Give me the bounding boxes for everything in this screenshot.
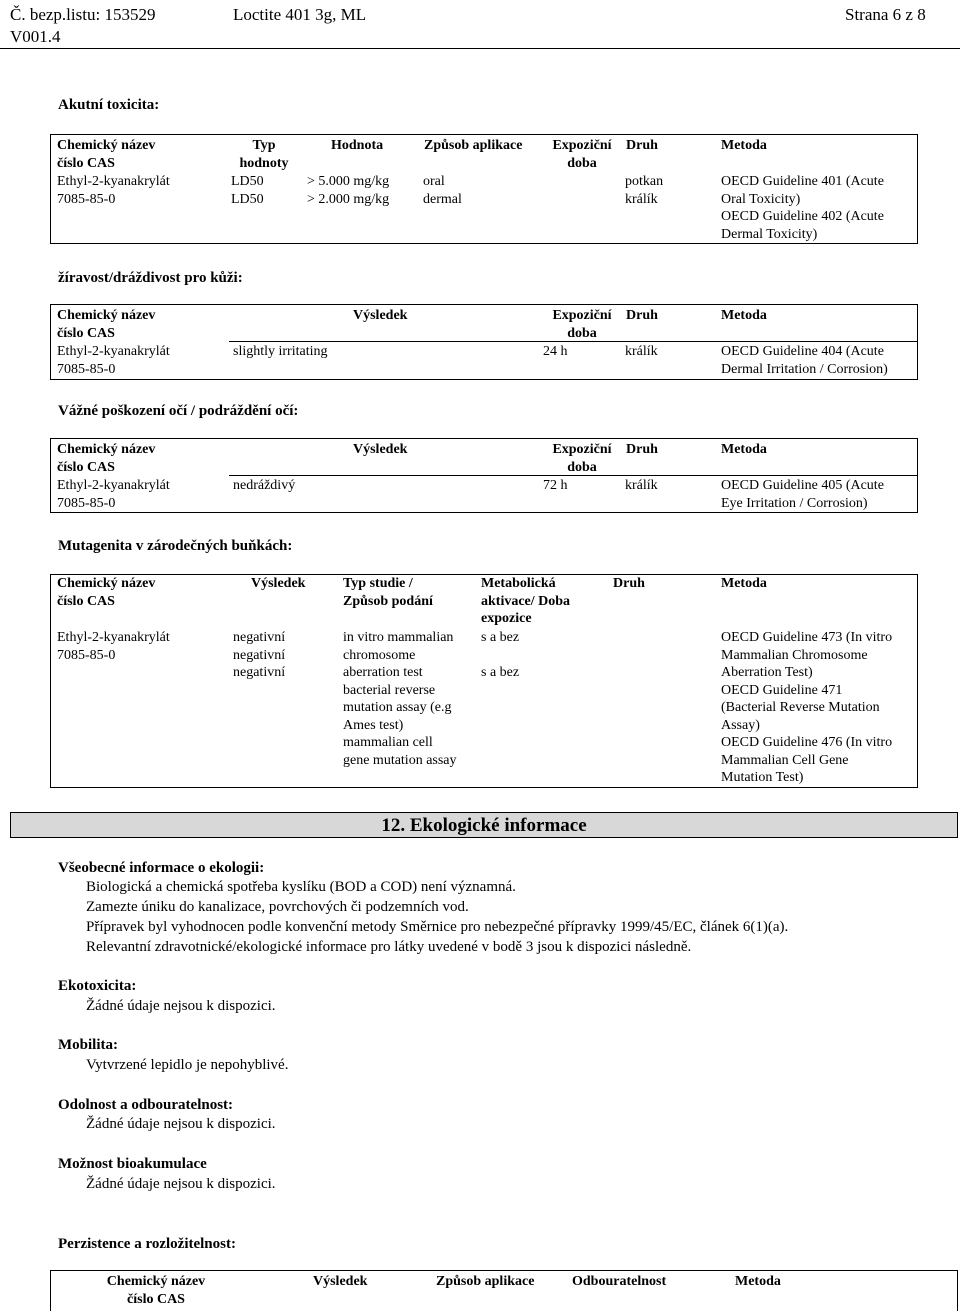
persistence-title: Odolnost a odbouratelnost: <box>58 1097 234 1113</box>
row-metabolic: s a bez s a bez <box>481 630 520 680</box>
header-result: Výsledek <box>251 576 306 591</box>
header-name: Chemický název číslo CAS <box>57 442 156 475</box>
header-method: Metoda <box>735 1274 781 1289</box>
row-result: nedráždivý <box>233 478 296 493</box>
product-name: Loctite 401 3g, ML <box>233 5 367 24</box>
header-result: Výsledek <box>353 442 408 457</box>
ecotoxicity-title: Ekotoxicita: <box>58 978 137 994</box>
header-exposure: Expoziční doba <box>552 308 612 341</box>
header-species: Druh <box>626 308 658 323</box>
mutagenicity-table <box>50 574 918 788</box>
row-method: OECD Guideline 404 (Acute Dermal Irritation / Corrosion) <box>721 344 888 377</box>
header-exposure: Expoziční doba <box>552 138 612 171</box>
header-name: Chemický název číslo CAS <box>57 576 156 609</box>
row-name: Ethyl-2-kyanakrylát 7085-85-0 <box>57 344 170 377</box>
eye-damage-table <box>50 438 918 513</box>
row-method: OECD Guideline 405 (Acute Eye Irritation / Corrosion) <box>721 478 884 511</box>
row-exposure: 72 h <box>543 478 568 493</box>
header-method: Metoda <box>721 308 767 323</box>
row-value: > 5.000 mg/kg > 2.000 mg/kg <box>307 174 390 207</box>
skin-corrosion-title: žíravost/dráždivost pro kůži: <box>58 270 243 286</box>
row-result: slightly irritating <box>233 344 328 359</box>
eye-damage-title: Vážné poškození očí / podráždění očí: <box>58 403 299 419</box>
row-species: potkan králík <box>625 174 664 207</box>
header-route: Způsob aplikace <box>436 1274 535 1289</box>
acute-toxicity-table <box>50 134 918 244</box>
ecotoxicity-text: Žádné údaje nejsou k dispozici. <box>86 998 276 1014</box>
header-name: Chemický název číslo CAS <box>57 138 156 171</box>
mobility-title: Mobilita: <box>58 1037 118 1053</box>
header-species: Druh <box>626 442 658 457</box>
row-result: negativní negativní negativní <box>233 630 286 680</box>
section-12-heading: 12. Ekologické informace <box>10 812 958 838</box>
ecology-general-title: Všeobecné informace o ekologii: <box>58 860 265 876</box>
ecology-line-2: Zamezte úniku do kanalizace, povrchových či podzemních vod. <box>86 899 469 915</box>
header-name: Chemický název číslo CAS <box>57 308 156 341</box>
header-result: Výsledek <box>353 308 408 323</box>
mutagenicity-title: Mutagenita v zárodečných buňkách: <box>58 538 293 554</box>
header-degradability: Odbouratelnost <box>572 1274 667 1289</box>
degradability-title: Perzistence a rozložitelnost: <box>58 1236 236 1252</box>
row-study: in vitro mammalian chromosome aberration test bacterial reverse mutation assay (e.g Ames test) mammalian cell gene mutation assay <box>343 630 457 768</box>
doc-number: Č. bezp.listu: 153529 <box>10 5 156 24</box>
header-result: Výsledek <box>313 1274 368 1289</box>
header-method: Metoda <box>721 442 767 457</box>
page-number: Strana 6 z 8 <box>845 5 926 24</box>
ecology-line-1: Biologická a chemická spotřeba kyslíku (BOD a COD) není významná. <box>86 879 516 895</box>
bioaccumulation-text: Žádné údaje nejsou k dispozici. <box>86 1176 276 1192</box>
row-name: Ethyl-2-kyanakrylát 7085-85-0 <box>57 174 170 207</box>
bioaccumulation-title: Možnost bioakumulace <box>58 1156 207 1172</box>
degradability-table <box>50 1270 958 1311</box>
row-species: králík <box>625 344 658 359</box>
header-type: Typ hodnoty <box>239 138 289 171</box>
skin-corrosion-table <box>50 304 918 380</box>
header-species: Druh <box>626 138 658 153</box>
header-name: Chemický název číslo CAS <box>106 1274 206 1307</box>
header-rule <box>0 48 960 49</box>
persistence-text: Žádné údaje nejsou k dispozici. <box>86 1116 276 1132</box>
header-value: Hodnota <box>331 138 384 153</box>
mobility-text: Vytvrzené lepidlo je nepohyblivé. <box>86 1057 289 1073</box>
header-exposure: Expoziční doba <box>552 442 612 475</box>
row-method: OECD Guideline 401 (Acute Oral Toxicity) OECD Guideline 402 (Acute Dermal Toxicity) <box>721 174 884 242</box>
row-species: králík <box>625 478 658 493</box>
header-method: Metoda <box>721 138 767 153</box>
row-name: Ethyl-2-kyanakrylát 7085-85-0 <box>57 630 170 663</box>
header-route: Způsob aplikace <box>424 138 523 153</box>
row-exposure: 24 h <box>543 344 568 359</box>
header-metabolic: Metabolická aktivace/ Doba expozice <box>481 576 571 626</box>
row-name: Ethyl-2-kyanakrylát 7085-85-0 <box>57 478 170 511</box>
header-study: Typ studie / Způsob podání <box>343 576 433 609</box>
header-species: Druh <box>613 576 645 591</box>
ecology-line-3: Přípravek byl vyhodnocen podle konvenční metody Směrnice pro nebezpečné přípravky 1999/45/EC, článek 6(1)(a). <box>86 919 789 935</box>
version: V001.4 <box>10 27 61 46</box>
row-type: LD50 LD50 <box>231 174 264 207</box>
header-method: Metoda <box>721 576 767 591</box>
acute-toxicity-title: Akutní toxicita: <box>58 97 160 113</box>
row-method: OECD Guideline 473 (In vitro Mammalian Chromosome Aberration Test) OECD Guideline 471 (Bacterial Reverse Mutation Assay) OECD Guideline 476 (In vitro Mammalian Cell Gene Mutation Test) <box>721 630 893 785</box>
row-route: oral dermal <box>423 174 462 207</box>
ecology-line-4: Relevantní zdravotnické/ekologické informace pro látky uvedené v bodě 3 jsou k dispozici následně. <box>86 939 692 955</box>
